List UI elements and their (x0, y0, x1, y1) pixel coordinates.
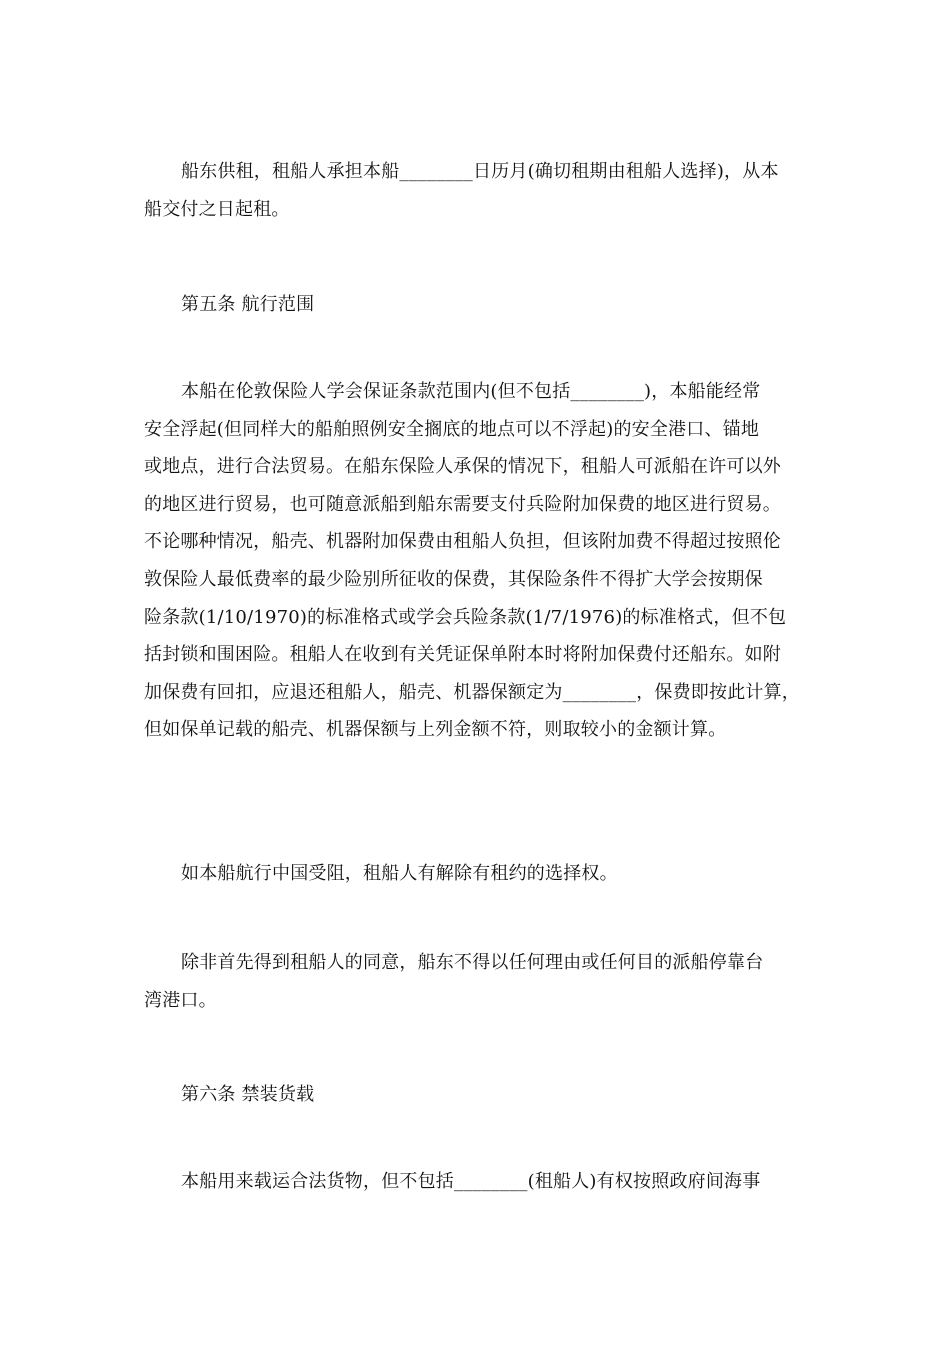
text-line: 险条款(1/10/1970)的标准格式或学会兵险条款(1/7/1976)的标准格式，但不包 (144, 606, 787, 628)
text-line: 加保费有回扣，应退还租船人，船壳、机器保额定为________，保费即按此计算， (144, 681, 800, 703)
text-line: 的地区进行贸易，也可随意派船到船东需要支付兵险附加保费的地区进行贸易。 (144, 493, 781, 515)
article-five-heading: 第五条 航行范围 (181, 294, 315, 315)
text-line: 船交付之日起租。 (144, 198, 290, 220)
article-six-heading: 第六条 禁装货载 (181, 1084, 315, 1105)
text-line: 或地点，进行合法贸易。在船东保险人承保的情况下，租船人可派船在许可以外 (144, 456, 781, 478)
text-line: 本船用来载运合法货物，但不包括________(租船人)有权按照政府间海事 (181, 1171, 761, 1192)
paragraph-taiwan-ports (144, 944, 808, 1019)
text-line: 船东供租，租船人承担本船________日历月(确切租期由租船人选择)，从本 (181, 161, 779, 182)
text-line: 敦保险人最低费率的最少险别所征收的保费，其保险条件不得扩大学会按期保 (144, 568, 763, 590)
paragraph-china-trade (144, 855, 808, 893)
text-line: 如本船航行中国受阻，租船人有解除有租约的选择权。 (181, 863, 618, 884)
text-line: 括封锁和围困险。租船人在收到有关凭证保单附本时将附加保费付还船东。如附 (144, 644, 781, 666)
paragraph-trading-limits (144, 373, 808, 749)
text-line: 除非首先得到租船人的同意，船东不得以任何理由或任何目的派船停靠台 (181, 952, 764, 973)
paragraph-excluded-cargo (144, 1163, 808, 1201)
text-line: 本船在伦敦保险人学会保证条款范围内(但不包括________)，本船能经常 (181, 381, 761, 402)
text-line: 湾港口。 (144, 989, 217, 1011)
text-line: 不论哪种情况，船壳、机器附加保费由租船人负担，但该附加费不得超过按照伦 (144, 531, 781, 553)
paragraph-charter-period (144, 153, 808, 228)
text-line: 但如保单记载的船壳、机器保额与上列金额不符，则取较小的金额计算。 (144, 719, 727, 741)
text-line: 安全浮起(但同样大的船舶照例安全搁底的地点可以不浮起)的安全港口、锚地 (144, 418, 760, 440)
